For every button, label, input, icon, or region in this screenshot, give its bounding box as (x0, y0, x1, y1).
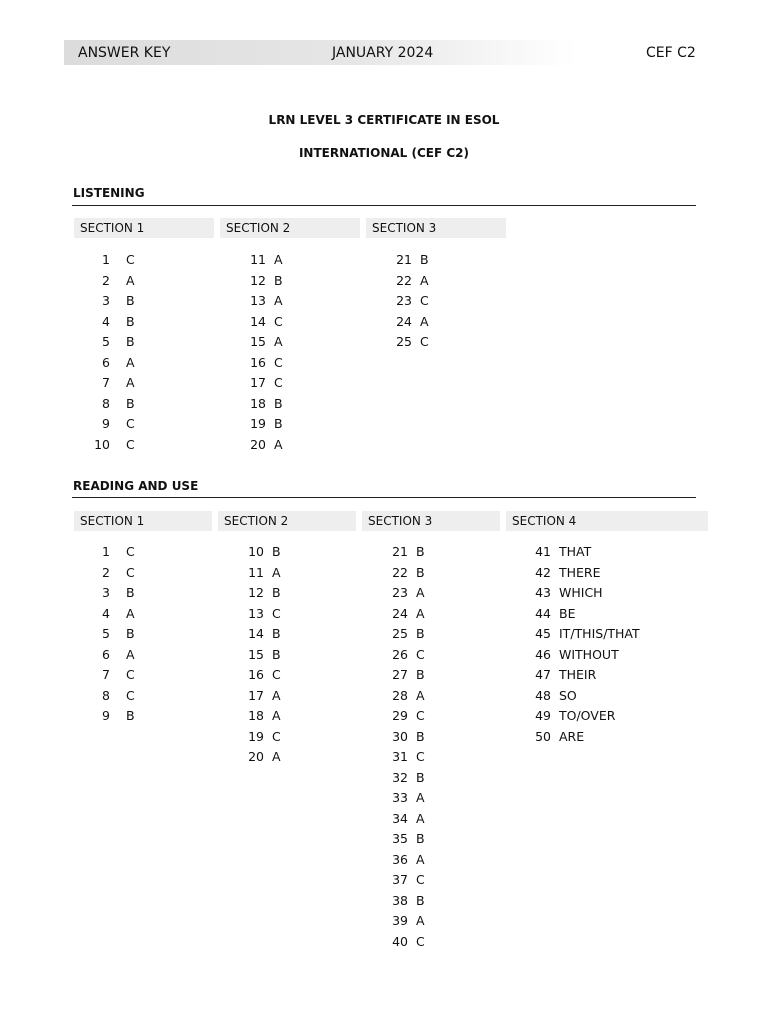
question-number: 3 (102, 585, 110, 600)
answer-row (74, 312, 135, 333)
listening-section-2-answers (230, 250, 283, 455)
question-number: 25 (392, 626, 408, 641)
question-number: 41 (535, 544, 551, 559)
question-number: 44 (535, 605, 551, 621)
answer-row (230, 414, 283, 435)
answer-value: A (274, 436, 283, 452)
answer-value: THEIR (559, 667, 597, 682)
question-number: 30 (392, 728, 408, 744)
answer-value: THAT (559, 544, 592, 559)
question-number: 13 (250, 293, 266, 308)
answer-value: B (274, 395, 283, 411)
answer-row (230, 271, 283, 292)
question-number: 11 (250, 252, 266, 267)
answer-value: A (126, 375, 135, 390)
answer-value: A (420, 313, 429, 329)
answer-row (74, 250, 135, 271)
answer-row (372, 870, 425, 891)
listening-section-3-answers (376, 250, 429, 353)
reading-section-1-label: SECTION 1 (74, 511, 212, 531)
answer-row (372, 727, 425, 748)
answer-row (228, 542, 281, 563)
answer-value: A (274, 334, 283, 349)
answer-value: A (416, 585, 425, 600)
question-number: 18 (248, 708, 264, 723)
answer-row (372, 809, 425, 830)
answer-value: C (272, 728, 281, 744)
answer-row (515, 686, 640, 707)
answer-row (74, 332, 135, 353)
answer-value: THERE (559, 564, 601, 580)
answer-row (372, 542, 425, 563)
answer-row (228, 686, 281, 707)
question-number: 39 (392, 913, 408, 928)
question-number: 50 (535, 728, 551, 744)
answer-row (74, 271, 135, 292)
reading-heading: READING AND USE (73, 479, 199, 493)
question-number: 21 (392, 544, 408, 559)
answer-value: B (416, 667, 425, 682)
question-number: 10 (248, 544, 264, 559)
answer-value: A (274, 293, 283, 308)
answer-row (74, 394, 135, 415)
question-number: 32 (392, 769, 408, 785)
question-number: 6 (102, 354, 110, 370)
listening-heading: LISTENING (73, 186, 145, 200)
answer-value: B (416, 769, 425, 785)
question-number: 3 (102, 293, 110, 308)
answer-value: A (126, 354, 135, 370)
question-number: 2 (102, 564, 110, 580)
reading-section-3-answers (372, 542, 425, 952)
answer-value: C (420, 293, 429, 308)
answer-row (74, 604, 135, 625)
answer-value: B (420, 252, 429, 267)
answer-value: B (126, 395, 135, 411)
reading-section-2-label: SECTION 2 (218, 511, 356, 531)
answer-row (230, 332, 283, 353)
answer-row (372, 563, 425, 584)
question-number: 24 (392, 605, 408, 621)
question-number: 5 (102, 334, 110, 349)
header-left-label: ANSWER KEY (78, 45, 171, 61)
question-number: 31 (392, 749, 408, 764)
question-number: 16 (248, 667, 264, 682)
question-number: 7 (102, 375, 110, 390)
answer-row (372, 768, 425, 789)
answer-value: C (274, 313, 283, 329)
answer-value: SO (559, 687, 577, 703)
answer-row (228, 563, 281, 584)
answer-value: C (126, 416, 135, 431)
question-number: 46 (535, 646, 551, 662)
reading-section-2-answers (228, 542, 281, 768)
answer-value: WHICH (559, 585, 603, 600)
answer-value: C (416, 933, 425, 949)
question-number: 15 (248, 646, 264, 662)
answer-value: C (416, 708, 425, 723)
question-number: 21 (396, 252, 412, 267)
answer-row (74, 624, 135, 645)
question-number: 20 (248, 749, 264, 764)
question-number: 12 (248, 585, 264, 600)
answer-row (74, 645, 135, 666)
answer-row (372, 665, 425, 686)
answer-value: C (274, 354, 283, 370)
question-number: 27 (392, 667, 408, 682)
answer-value: B (416, 728, 425, 744)
answer-row (372, 706, 425, 727)
answer-value: BE (559, 605, 576, 621)
question-number: 19 (250, 416, 266, 431)
question-number: 20 (250, 436, 266, 452)
answer-row (515, 583, 640, 604)
question-number: 40 (392, 933, 408, 949)
answer-value: A (416, 851, 425, 867)
answer-value: A (416, 687, 425, 703)
question-number: 10 (94, 436, 110, 452)
question-number: 7 (102, 667, 110, 682)
answer-row (372, 891, 425, 912)
reading-section-1-answers (74, 542, 135, 727)
answer-row (230, 312, 283, 333)
question-number: 2 (102, 272, 110, 288)
question-number: 6 (102, 646, 110, 662)
question-number: 38 (392, 892, 408, 908)
answer-value: IT/THIS/THAT (559, 626, 640, 641)
answer-row (515, 665, 640, 686)
answer-value: B (126, 626, 135, 641)
listening-section-3-label: SECTION 3 (366, 218, 506, 238)
answer-row (515, 624, 640, 645)
answer-value: C (272, 605, 281, 621)
reading-section-3-label: SECTION 3 (362, 511, 500, 531)
listening-section-1-answers (74, 250, 135, 455)
question-number: 12 (250, 272, 266, 288)
question-number: 8 (102, 687, 110, 703)
answer-value: C (126, 564, 135, 580)
answer-row (372, 604, 425, 625)
answer-value: A (126, 605, 135, 621)
question-number: 47 (535, 667, 551, 682)
answer-row (228, 583, 281, 604)
question-number: 35 (392, 831, 408, 846)
answer-value: A (126, 646, 135, 662)
answer-value: B (126, 585, 135, 600)
answer-row (376, 291, 429, 312)
question-number: 9 (102, 416, 110, 431)
answer-row (74, 435, 135, 456)
answer-row (372, 686, 425, 707)
answer-value: B (272, 544, 281, 559)
answer-value: C (416, 872, 425, 887)
listening-section-1-label: SECTION 1 (74, 218, 214, 238)
answer-value: A (416, 913, 425, 928)
answer-value: A (272, 687, 281, 703)
answer-value: A (416, 605, 425, 621)
answer-value: C (416, 646, 425, 662)
answer-value: B (126, 708, 135, 723)
answer-value: C (126, 667, 135, 682)
answer-value: B (126, 293, 135, 308)
answer-value: C (416, 749, 425, 764)
answer-row (74, 665, 135, 686)
answer-row (228, 706, 281, 727)
reading-section-4-label: SECTION 4 (506, 511, 708, 531)
answer-row (372, 624, 425, 645)
answer-value: A (274, 252, 283, 267)
answer-row (376, 271, 429, 292)
answer-value: C (126, 687, 135, 703)
listening-divider (72, 205, 696, 206)
question-number: 13 (248, 605, 264, 621)
reading-divider (72, 497, 696, 498)
answer-value: WITHOUT (559, 646, 619, 662)
answer-value: B (416, 892, 425, 908)
question-number: 45 (535, 626, 551, 641)
answer-row (74, 373, 135, 394)
question-number: 22 (392, 564, 408, 580)
answer-value: B (416, 831, 425, 846)
answer-row (515, 604, 640, 625)
question-number: 17 (250, 375, 266, 390)
question-number: 18 (250, 395, 266, 411)
question-number: 9 (102, 708, 110, 723)
answer-row (74, 414, 135, 435)
answer-row (74, 583, 135, 604)
question-number: 42 (535, 564, 551, 580)
question-number: 11 (248, 564, 264, 580)
answer-value: C (126, 436, 135, 452)
question-number: 8 (102, 395, 110, 411)
question-number: 43 (535, 585, 551, 600)
answer-value: B (126, 334, 135, 349)
answer-row (376, 332, 429, 353)
question-number: 4 (102, 605, 110, 621)
answer-row (228, 604, 281, 625)
answer-row (230, 373, 283, 394)
answer-row (228, 665, 281, 686)
answer-row (515, 542, 640, 563)
answer-value: B (416, 544, 425, 559)
answer-row (228, 645, 281, 666)
header-date: JANUARY 2024 (332, 45, 434, 61)
answer-value: A (272, 708, 281, 723)
document-subtitle: INTERNATIONAL (CEF C2) (298, 146, 470, 160)
answer-value: A (272, 564, 281, 580)
answer-value: B (126, 313, 135, 329)
answer-row (372, 850, 425, 871)
answer-value: C (126, 252, 135, 267)
answer-value: B (272, 626, 281, 641)
answer-value: A (416, 810, 425, 826)
answer-value: A (420, 272, 429, 288)
answer-value: A (272, 749, 281, 764)
answer-row (515, 563, 640, 584)
answer-value: A (416, 790, 425, 805)
answer-value: A (126, 272, 135, 288)
answer-row (228, 747, 281, 768)
question-number: 5 (102, 626, 110, 641)
answer-value: B (274, 416, 283, 431)
question-number: 24 (396, 313, 412, 329)
answer-row (74, 706, 135, 727)
question-number: 1 (102, 544, 110, 559)
answer-row (74, 542, 135, 563)
question-number: 36 (392, 851, 408, 867)
answer-value: ARE (559, 728, 585, 744)
question-number: 14 (250, 313, 266, 329)
answer-row (74, 563, 135, 584)
question-number: 4 (102, 313, 110, 329)
question-number: 16 (250, 354, 266, 370)
answer-row (376, 312, 429, 333)
answer-row (230, 435, 283, 456)
answer-row (376, 250, 429, 271)
answer-value: TO/OVER (559, 708, 616, 723)
answer-value: C (126, 544, 135, 559)
question-number: 28 (392, 687, 408, 703)
answer-row (74, 291, 135, 312)
answer-value: C (420, 334, 429, 349)
question-number: 25 (396, 334, 412, 349)
answer-row (372, 788, 425, 809)
answer-row (372, 932, 425, 953)
question-number: 29 (392, 708, 408, 723)
question-number: 1 (102, 252, 110, 267)
question-number: 23 (392, 585, 408, 600)
answer-row (230, 250, 283, 271)
answer-row (228, 624, 281, 645)
answer-value: B (272, 646, 281, 662)
listening-section-2-label: SECTION 2 (220, 218, 360, 238)
answer-row (372, 645, 425, 666)
answer-value: C (272, 667, 281, 682)
answer-row (74, 353, 135, 374)
question-number: 15 (250, 334, 266, 349)
answer-row (515, 706, 640, 727)
answer-row (74, 686, 135, 707)
question-number: 17 (248, 687, 264, 703)
answer-row (515, 727, 640, 748)
document-title: LRN LEVEL 3 CERTIFICATE IN ESOL (268, 113, 500, 127)
answer-row (372, 911, 425, 932)
question-number: 49 (535, 708, 551, 723)
answer-value: B (416, 626, 425, 641)
answer-row (230, 353, 283, 374)
answer-value: B (274, 272, 283, 288)
answer-row (372, 747, 425, 768)
answer-row (228, 727, 281, 748)
question-number: 19 (248, 728, 264, 744)
header-level: CEF C2 (646, 45, 696, 61)
answer-value: C (274, 375, 283, 390)
answer-row (230, 394, 283, 415)
question-number: 22 (396, 272, 412, 288)
answer-value: B (272, 585, 281, 600)
question-number: 23 (396, 293, 412, 308)
question-number: 26 (392, 646, 408, 662)
answer-row (515, 645, 640, 666)
answer-row (230, 291, 283, 312)
answer-row (372, 829, 425, 850)
answer-value: B (416, 564, 425, 580)
question-number: 48 (535, 687, 551, 703)
question-number: 14 (248, 626, 264, 641)
question-number: 37 (392, 872, 408, 887)
reading-section-4-answers (515, 542, 640, 747)
question-number: 33 (392, 790, 408, 805)
answer-row (372, 583, 425, 604)
question-number: 34 (392, 810, 408, 826)
